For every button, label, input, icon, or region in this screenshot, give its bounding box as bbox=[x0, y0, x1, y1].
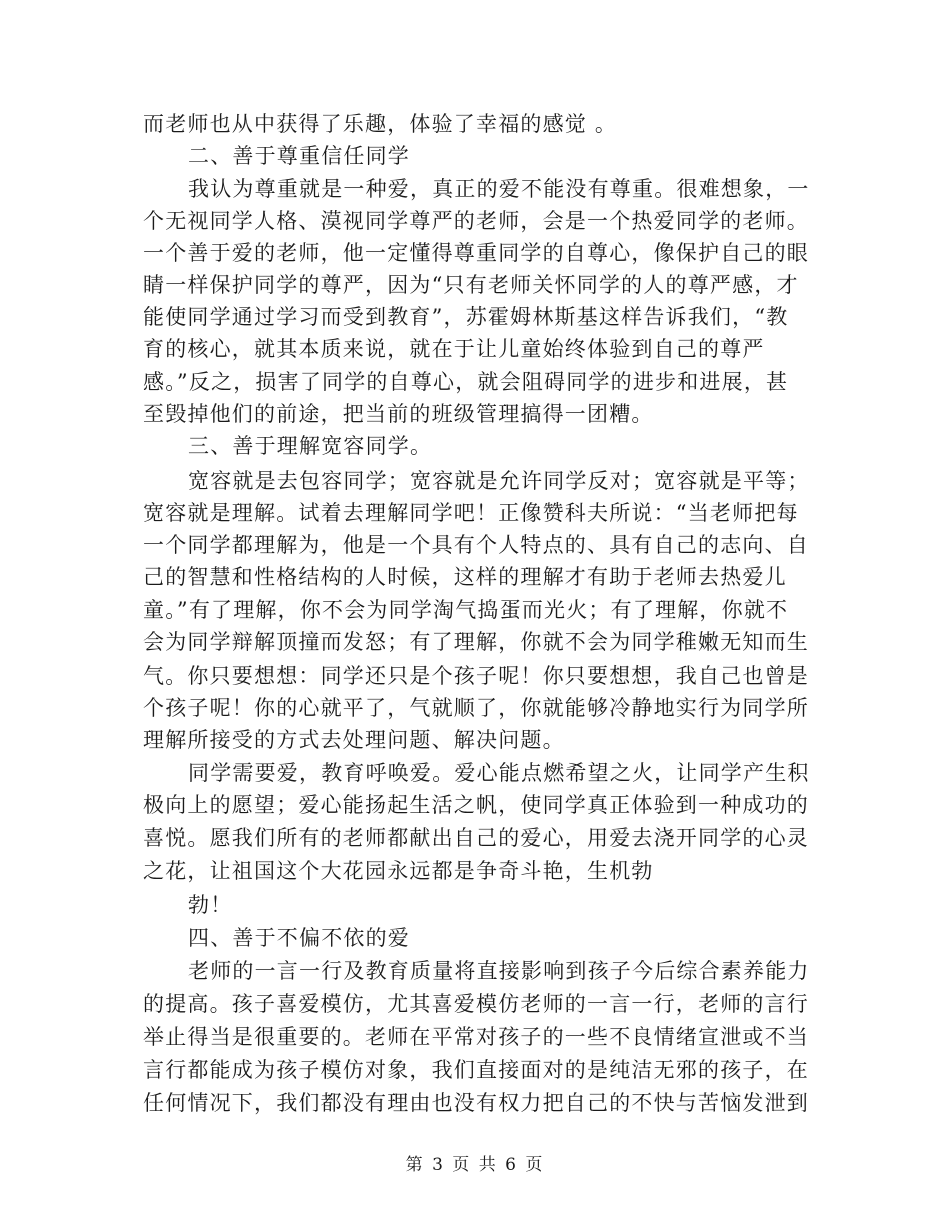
text-line: 己的智慧和性格结构的人时候，这样的理解才有助于老师去热爱儿 bbox=[143, 565, 787, 589]
text-line: 宽容就是理解。试着去理解同学吧！正像赞科夫所说：“当老师把每 bbox=[143, 501, 799, 525]
text-line: 气。你只要想想：同学还只是个孩子呢！你只要想想，我自己也曾是 bbox=[143, 664, 809, 688]
text-line: 能使同学通过学习而受到教育”，苏霍姆林斯基这样告诉我们，“教 bbox=[143, 305, 789, 329]
text-line: 勃！ bbox=[188, 893, 233, 917]
text-line: 之花，让祖国这个大花园永远都是争奇斗艳，生机勃 bbox=[143, 859, 654, 883]
text-line: 个无视同学人格、漠视同学尊严的老师，会是一个热爱同学的老师。 bbox=[143, 209, 809, 233]
text-line: 宽容就是去包容同学；宽容就是允许同学反对；宽容就是平等； bbox=[188, 469, 810, 493]
section-heading: 二、善于尊重信任同学 bbox=[188, 144, 410, 168]
text-line: 老师的一言一行及教育质量将直接影响到孩子今后综合素养能力 bbox=[188, 959, 810, 983]
page-number: 第 3 页 共 6 页 bbox=[405, 1155, 545, 1175]
text-line: 育的核心，就其本质来说，就在于让儿童始终体验到自己的尊严 bbox=[143, 337, 765, 361]
text-line: 至毁掉他们的前途，把当前的班级管理搞得一团糟。 bbox=[143, 402, 654, 426]
text-line: 的提高。孩子喜爱模仿，尤其喜爱模仿老师的一言一行，老师的言行 bbox=[143, 992, 809, 1016]
text-line: 同学需要爱，教育呼唤爱。爱心能点燃希望之火，让同学产生积 bbox=[188, 761, 810, 785]
text-line: 一个善于爱的老师，他一定懂得尊重同学的自尊心，像保护自己的眼 bbox=[143, 241, 809, 265]
text-line: 举止得当是很重要的。老师在平常对孩子的一些不良情绪宣泄或不当 bbox=[143, 1025, 809, 1049]
text-line: 喜悦。愿我们所有的老师都献出自己的爱心，用爱去浇开同学的心灵 bbox=[143, 826, 809, 850]
text-line: 理解所接受的方式去处理问题、解决问题。 bbox=[143, 728, 565, 752]
section-heading: 三、善于理解宽容同学。 bbox=[188, 434, 433, 458]
text-line: 一个同学都理解为，他是一个具有个人特点的、具有自己的志向、自 bbox=[143, 533, 809, 557]
text-line: 言行都能成为孩子模仿对象，我们直接面对的是纯洁无邪的孩子，在 bbox=[143, 1058, 809, 1082]
text-line: 极向上的愿望；爱心能扬起生活之帆，使同学真正体验到一种成功的 bbox=[143, 793, 809, 817]
text-line: 任何情况下，我们都没有理由也没有权力把自己的不快与苦恼发泄到 bbox=[143, 1091, 809, 1115]
text-line: 我认为尊重就是一种爱，真正的爱不能没有尊重。很难想象，一 bbox=[188, 177, 810, 201]
section-heading: 四、善于不偏不依的爱 bbox=[188, 926, 410, 950]
text-line: 个孩子呢！你的心就平了，气就顺了，你就能够冷静地实行为同学所 bbox=[143, 696, 809, 720]
text-line: 童。”有了理解，你不会为同学淘气捣蛋而光火；有了理解，你就不 bbox=[143, 598, 789, 622]
text-line: 感。”反之，损害了同学的自尊心，就会阻碍同学的进步和进展，甚 bbox=[143, 370, 789, 394]
text-line: 会为同学辩解顶撞而发怒；有了理解，你就不会为同学稚嫩无知而生 bbox=[143, 630, 809, 654]
text-line: 睛一样保护同学的尊严，因为“只有老师关怀同学的人的尊严感，才 bbox=[143, 273, 799, 297]
text-line: 而老师也从中获得了乐趣，体验了幸福的感觉 。 bbox=[143, 112, 618, 136]
